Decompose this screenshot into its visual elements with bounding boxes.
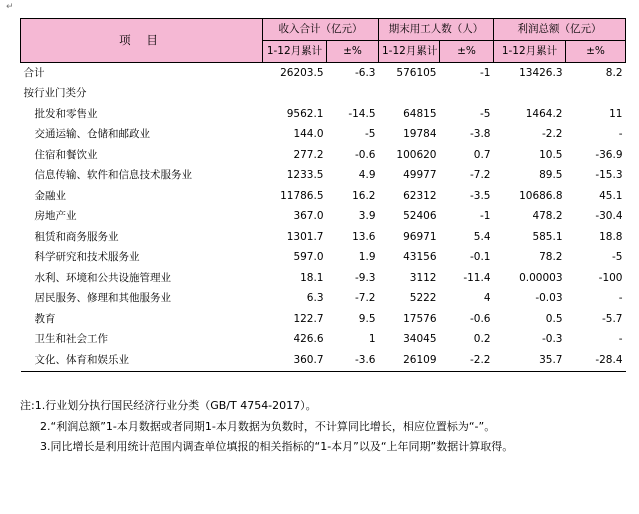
cell-profit-pct: - [618,292,623,305]
cell-rev: 1301.7 [286,230,324,243]
cell-profit-pct: 11 [609,107,623,120]
cell-profit: 0.5 [545,312,563,325]
cell-rev-pct: -7.2 [355,292,376,305]
cell-emp: 26109 [379,350,440,371]
cell-emp-pct: 0.7 [473,148,491,161]
table-row [21,268,626,289]
cell-emp: 5222 [409,292,437,305]
footnote-1: 注:1.行业划分执行国民经济行业分类（GB/T 4754-2017）。 [20,399,317,412]
cell-profit-pct: -36.9 [595,148,623,161]
profit-cumulative-header: 1-12月累计 [494,41,566,63]
profit-pct-header: ±% [566,41,626,63]
row-label: 住宿和餐饮业 [34,148,98,161]
cell-rev-pct: -9.3 [355,271,376,284]
cell-rev-pct: -6.3 [327,63,379,84]
cell-profit-pct: -28.4 [566,350,626,371]
cell-profit-pct: -30.4 [595,210,623,223]
table-row [21,289,626,310]
cell-profit-pct: -5 [612,251,623,264]
revenue-header: 收入合计（亿元） [263,19,379,41]
cell-rev-pct: 16.2 [352,189,376,202]
cell-rev-pct: -5 [365,128,376,141]
cell-rev: 6.3 [306,292,324,305]
table-row [21,125,626,146]
cell-emp: 576105 [379,63,440,84]
cell-emp-pct: -0.1 [470,251,491,264]
row-label: 房地产业 [34,210,77,223]
paragraph-mark-icon: ↵ [6,2,14,12]
cell-profit-pct: - [618,333,623,346]
cell-rev: 144.0 [293,128,324,141]
cell-profit: -0.3 [542,333,563,346]
row-label: 按行业门类分 [23,87,87,100]
cell-profit-pct: -15.3 [595,169,623,182]
cell-rev: 426.6 [293,333,324,346]
cell-profit-pct: 8.2 [566,63,626,84]
table-row [21,227,626,248]
footnote-2: 2.“利润总额”1-本月数据或者同期1-本月数据为负数时，不计算同比增长，相应位置标为“-”。 [40,419,496,433]
row-label: 合计 [21,63,263,84]
cell-rev [263,84,327,105]
cell-profit: 478.2 [532,210,563,223]
table-body [21,63,626,372]
cell-emp [379,84,440,105]
cell-rev: 11786.5 [280,189,324,202]
table-header [21,19,626,63]
footnotes [20,396,620,458]
cell-emp: 96971 [403,230,437,243]
cell-profit: 0.00003 [519,271,563,284]
cell-rev-pct: -0.6 [355,148,376,161]
cell-profit-pct: - [618,128,623,141]
table-row [21,63,626,84]
row-label: 水利、环境和公共设施管理业 [34,271,171,284]
cell-emp: 52406 [403,210,437,223]
statistics-table [20,18,626,372]
cell-emp-pct: -5 [480,107,491,120]
cell-emp-pct: -1 [440,63,494,84]
row-label: 科学研究和技术服务业 [34,251,140,264]
cell-rev-pct: 4.9 [358,169,376,182]
cell-rev-pct: -3.6 [327,350,379,371]
cell-profit: 10686.8 [519,189,563,202]
cell-profit-pct: -5.7 [602,312,623,325]
cell-emp-pct: 0.2 [473,333,491,346]
cell-emp: 64815 [403,107,437,120]
cell-emp-pct: 5.4 [473,230,491,243]
cell-rev-pct: 1.9 [358,251,376,264]
table-row [21,104,626,125]
cell-emp: 43156 [403,251,437,264]
employees-cumulative-header: 1-12月累计 [379,41,440,63]
cell-rev: 1233.5 [286,169,324,182]
cell-emp-pct: -1 [480,210,491,223]
cell-rev-pct: 9.5 [358,312,376,325]
revenue-cumulative-header: 1-12月累计 [263,41,327,63]
cell-profit: 13426.3 [494,63,566,84]
cell-emp-pct: -0.6 [470,312,491,325]
cell-emp-pct: -3.5 [470,189,491,202]
cell-rev-pct: 3.9 [358,210,376,223]
row-label: 交通运输、仓储和邮政业 [34,128,150,141]
table-row [21,350,626,371]
row-label: 文化、体育和娱乐业 [21,350,263,371]
employees-header: 期末用工人数（人） [379,19,494,41]
cell-profit [494,84,566,105]
cell-profit: 89.5 [539,169,563,182]
cell-rev-pct: 1 [368,333,376,346]
table-row [21,309,626,330]
cell-profit: 10.5 [539,148,563,161]
footnote-3: 3.同比增长是利用统计范围内调查单位填报的相关指标的“1-本月”以及“上年同期”数据计算取得。 [40,440,514,453]
cell-rev: 360.7 [263,350,327,371]
cell-rev: 122.7 [293,312,324,325]
cell-rev: 277.2 [293,148,324,161]
cell-profit-pct: 18.8 [599,230,623,243]
cell-emp-pct: -2.2 [440,350,494,371]
cell-emp: 19784 [403,128,437,141]
cell-emp-pct: -7.2 [470,169,491,182]
cell-emp: 49977 [403,169,437,182]
cell-emp-pct: -3.8 [470,128,491,141]
row-label: 居民服务、修理和其他服务业 [34,292,171,305]
cell-rev-pct: 13.6 [352,230,376,243]
cell-rev: 18.1 [300,271,324,284]
cell-profit: -0.03 [535,292,563,305]
row-label: 金融业 [34,189,66,202]
cell-emp: 100620 [396,148,437,161]
row-label: 卫生和社会工作 [34,333,108,346]
table-row [21,207,626,228]
cell-profit-pct: 45.1 [599,189,623,202]
cell-profit: 78.2 [539,251,563,264]
item-header: 项 目 [21,19,263,63]
cell-profit-pct: -100 [598,271,623,284]
cell-emp: 3112 [409,271,437,284]
cell-rev-pct [327,84,379,105]
row-label: 教育 [34,312,56,325]
cell-rev: 9562.1 [286,107,324,120]
table-row [21,248,626,269]
cell-rev: 367.0 [293,210,324,223]
cell-rev: 26203.5 [263,63,327,84]
table-row [21,330,626,351]
cell-emp: 34045 [403,333,437,346]
table-row [21,186,626,207]
cell-emp-pct [440,84,494,105]
table-row [21,145,626,166]
profit-header: 利润总额（亿元） [494,19,626,41]
cell-profit: 585.1 [532,230,563,243]
cell-profit: 35.7 [494,350,566,371]
cell-emp: 62312 [403,189,437,202]
table-row [21,166,626,187]
revenue-pct-header: ±% [327,41,379,63]
row-label: 批发和零售业 [34,107,98,120]
cell-emp: 17576 [403,312,437,325]
cell-profit-pct [566,84,626,105]
cell-rev-pct: -14.5 [348,107,376,120]
table-row [21,84,626,105]
employees-pct-header: ±% [440,41,494,63]
cell-profit: -2.2 [542,128,563,141]
row-label: 租赁和商务服务业 [34,230,119,243]
cell-rev: 597.0 [293,251,324,264]
row-label: 信息传输、软件和信息技术服务业 [34,169,192,182]
cell-emp-pct: 4 [483,292,491,305]
cell-emp-pct: -11.4 [463,271,491,284]
cell-profit: 1464.2 [525,107,563,120]
